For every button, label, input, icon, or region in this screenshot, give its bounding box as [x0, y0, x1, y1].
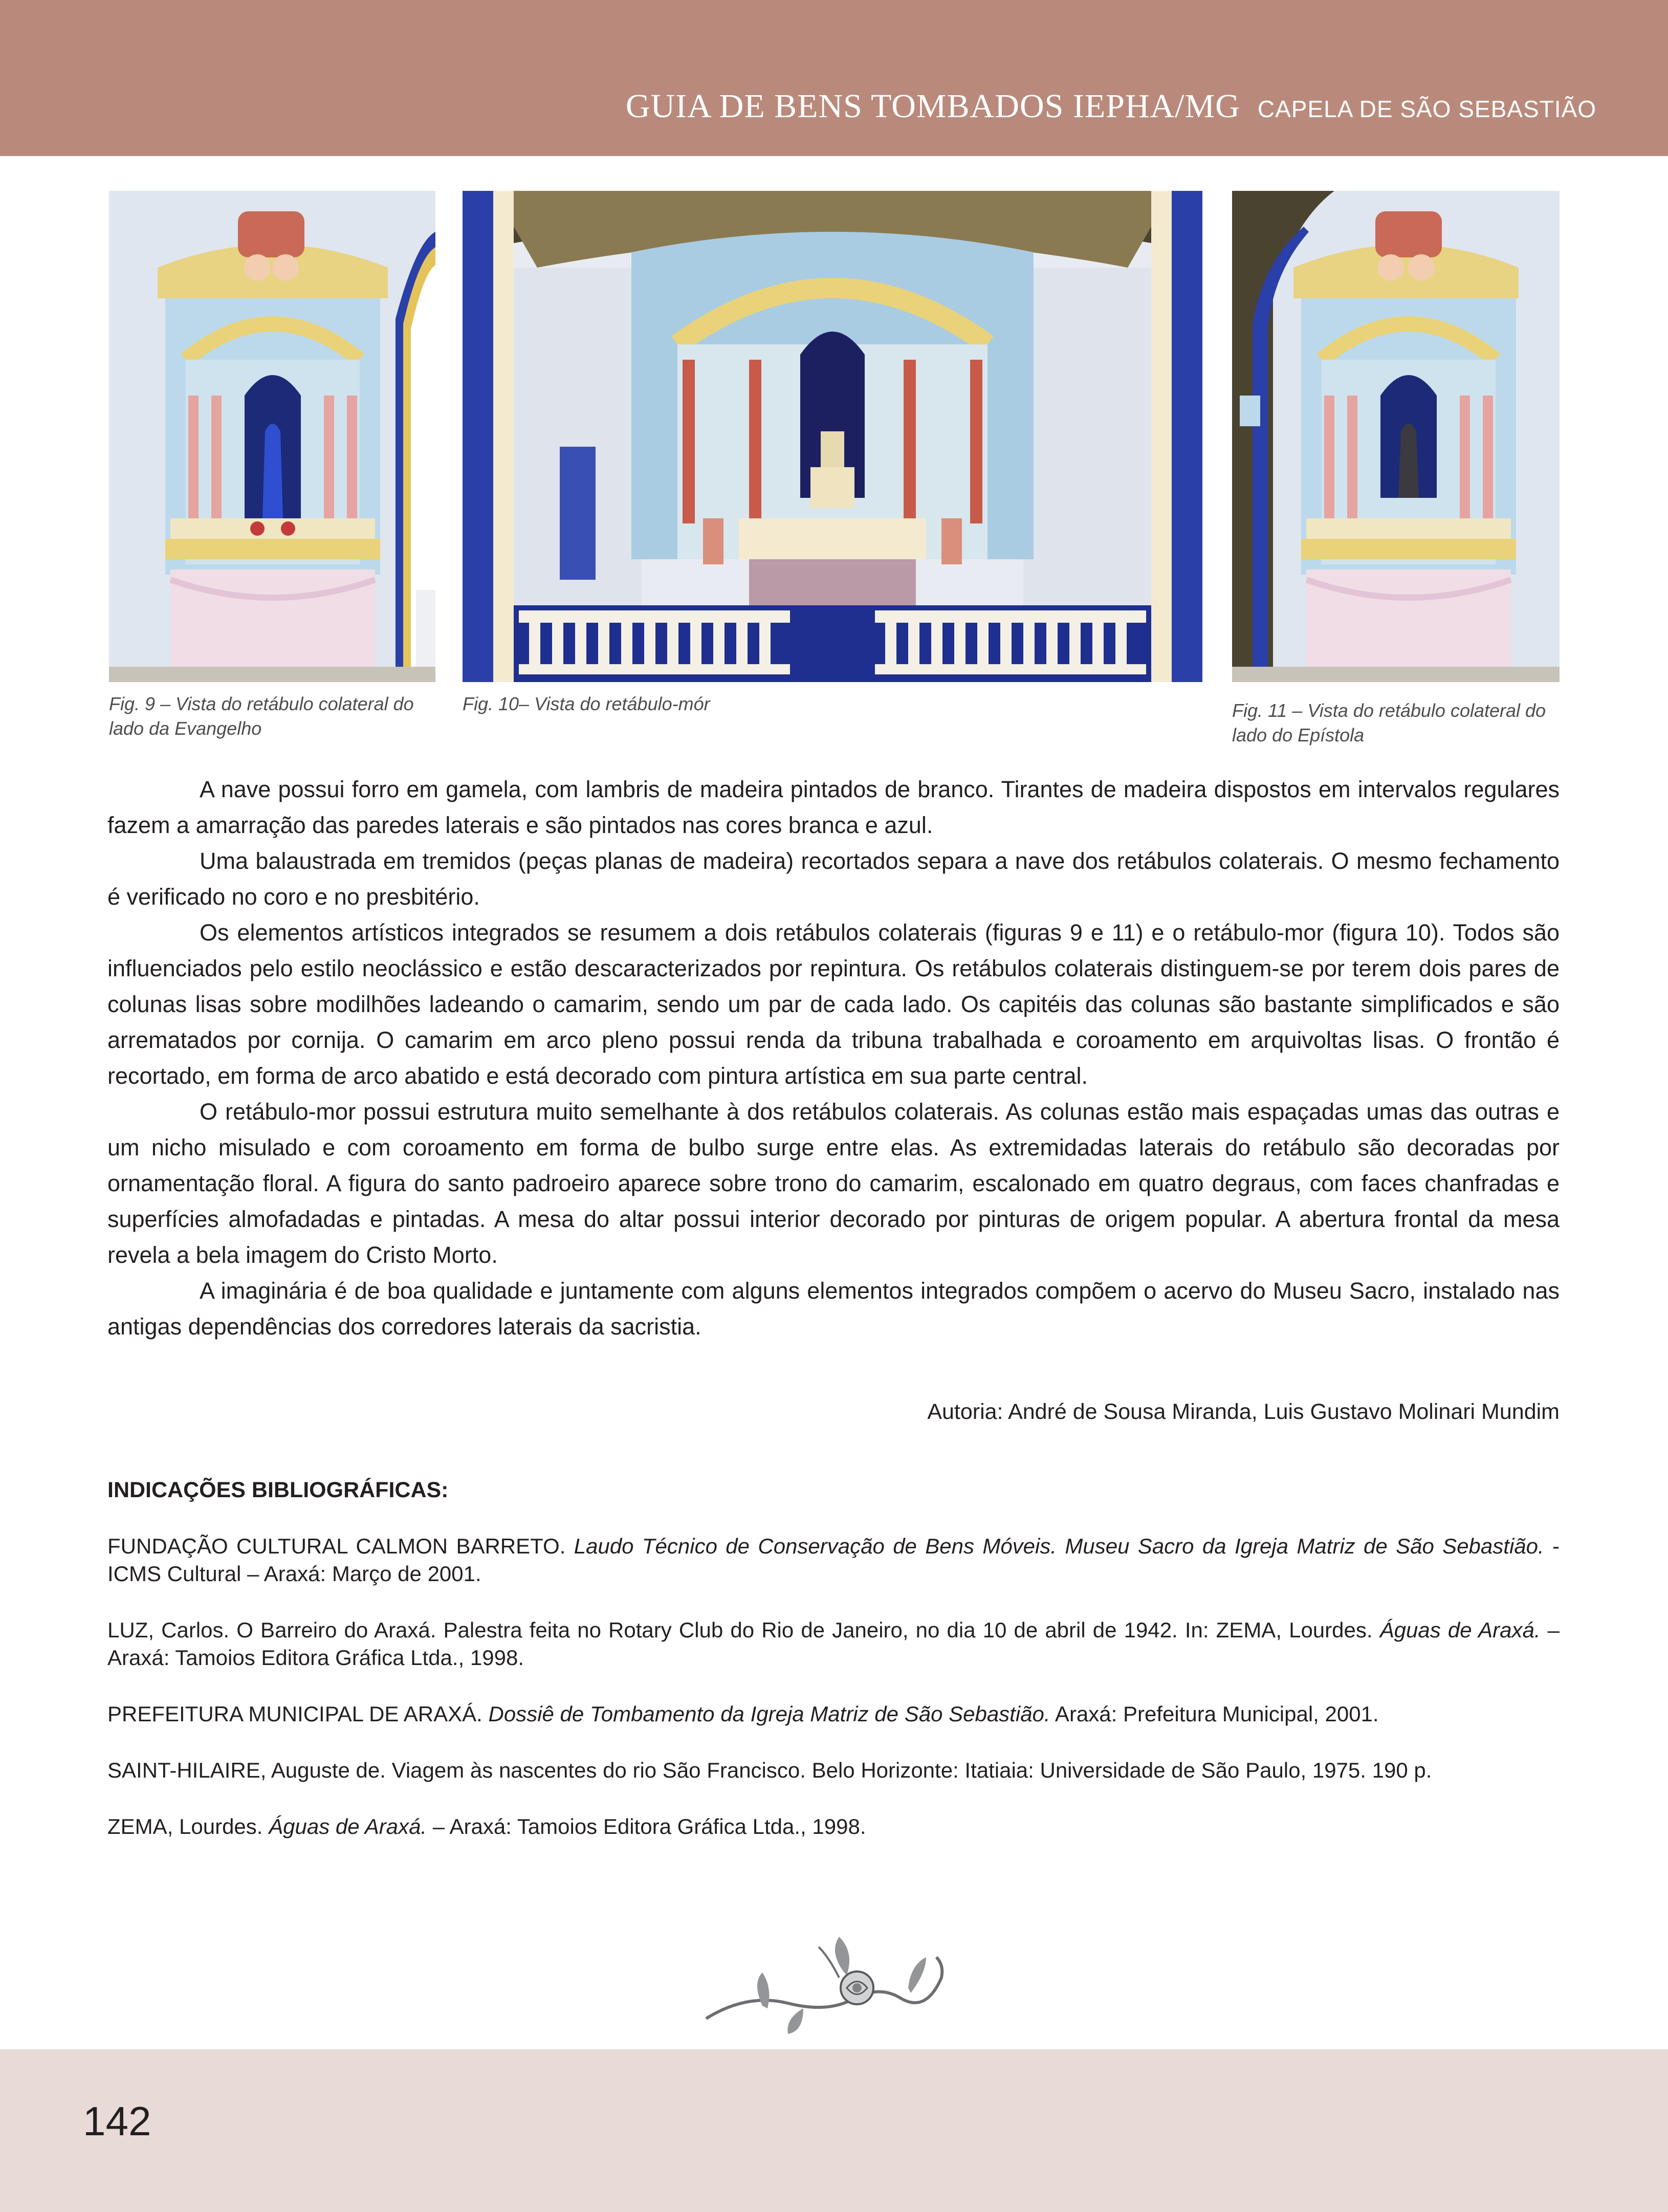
paragraph: O retábulo-mor possui estrutura muito semelhante à dos retábulos colaterais. As colunas estão mais espaçadas umas das outras e um nicho misulado e com coroamento em forma de bulbo surge entre elas. As extremidadas laterais do retábulo são decoradas por ornamentação floral. A figura do santo padroeiro aparece sobre trono do camarim, escalonado em quatro degraus, com faces chanfradas e superfícies almofadadas e pintadas. A mesa do altar possui interior decorado por pinturas de origem popular. A abertura frontal da mesa revela a bela imagem do Cristo Morto.: [107, 1099, 1560, 1268]
figure-11-caption: Fig. 11 – Vista do retábulo colateral do lado do Epístola: [1232, 700, 1546, 746]
figure-9-caption: Fig. 9 – Vista do retábulo colateral do lado da Evangelho: [109, 693, 414, 739]
page-number: 142: [83, 2098, 151, 2144]
side-altarpiece-left-image: [109, 191, 435, 682]
footer-band: [0, 2049, 1668, 2212]
rose-ornament-icon: [686, 1916, 952, 2039]
main-altarpiece-image: [463, 191, 1202, 682]
author-credit: Autoria: André de Sousa Miranda, Luis Gustavo Molinari Mundim: [927, 1399, 1560, 1424]
figure-10-caption: Fig. 10– Vista do retábulo-mór: [463, 693, 710, 714]
bibliography-entry: LUZ, Carlos. O Barreiro do Araxá. Palestra feita no Rotary Club do Rio de Janeiro, no dia 10 de abril de 1942. In: ZEMA, Lourdes. Águas de Araxá. – Araxá: Tamoios Editora Gráfica Ltda., 1998.: [107, 1618, 1560, 1670]
header-band: [0, 0, 1668, 156]
bibliography-entry: ZEMA, Lourdes. Águas de Araxá. – Araxá: Tamoios Editora Gráfica Ltda., 1998.: [107, 1814, 866, 1838]
bibliography-heading: INDICAÇÕES BIBLIOGRÁFICAS:: [107, 1478, 449, 1502]
article-body: [107, 772, 1560, 1345]
bibliography-entry: SAINT-HILAIRE, Auguste de. Viagem às nascentes do rio São Francisco. Belo Horizonte: Itatiaia: Universidade de São Paulo, 1975. 190 p.: [107, 1758, 1432, 1782]
running-header: [626, 87, 1596, 126]
paragraph: A imaginária é de boa qualidade e juntamente com alguns elementos integrados compõem o acervo do Museu Sacro, instalado nas antigas dependências dos corredores laterais da sacristia.: [107, 1278, 1560, 1340]
figure-9-photo: [109, 191, 435, 682]
side-altarpiece-right-image: [1232, 191, 1560, 682]
chapter-title: CAPELA DE SÃO SEBASTIÃO: [1257, 96, 1596, 122]
bibliography: [107, 1476, 1560, 1869]
figure-10-photo: [463, 191, 1202, 682]
paragraph: Os elementos artísticos integrados se resumem a dois retábulos colaterais (figuras 9 e 11) e o retábulo-mor (figura 10). Todos são influenciados pelo estilo neoclássico e estão descaracterizados por repintura. Os retábulos colaterais distinguem-se por terem dois pares de colunas lisas sobre modilhões ladeando o camarim, sendo um par de cada lado. Os capitéis das colunas são bastante simplificados e são arrematados por cornija. O camarim em arco pleno possui renda da tribuna trabalhada e coroamento em arquivoltas lisas. O frontão é recortado, em forma de arco abatido e está decorado com pintura artística em sua parte central.: [107, 919, 1560, 1089]
paragraph: Uma balaustrada em tremidos (peças planas de madeira) recortados separa a nave dos retábulos colaterais. O mesmo fechamento é verificado no coro e no presbitério.: [107, 848, 1560, 910]
bibliography-entry: FUNDAÇÃO CULTURAL CALMON BARRETO. Laudo Técnico de Conservação de Bens Móveis. Museu Sacro da Igreja Matriz de São Sebastião. - ICMS Cultural – Araxá: Março de 2001.: [107, 1534, 1560, 1586]
guide-title: GUIA DE BENS TOMBADOS IEPHA/MG: [625, 87, 1240, 125]
bibliography-entry: PREFEITURA MUNICIPAL DE ARAXÁ. Dossiê de Tombamento da Igreja Matriz de São Sebastião. Araxá: Prefeitura Municipal, 2001.: [107, 1702, 1379, 1726]
paragraph: A nave possui forro em gamela, com lambris de madeira pintados de branco. Tirantes de madeira dispostos em intervalos regulares fazem a amarração das paredes laterais e são pintados nas cores branca e azul.: [107, 776, 1560, 838]
figure-11-photo: [1232, 191, 1560, 682]
